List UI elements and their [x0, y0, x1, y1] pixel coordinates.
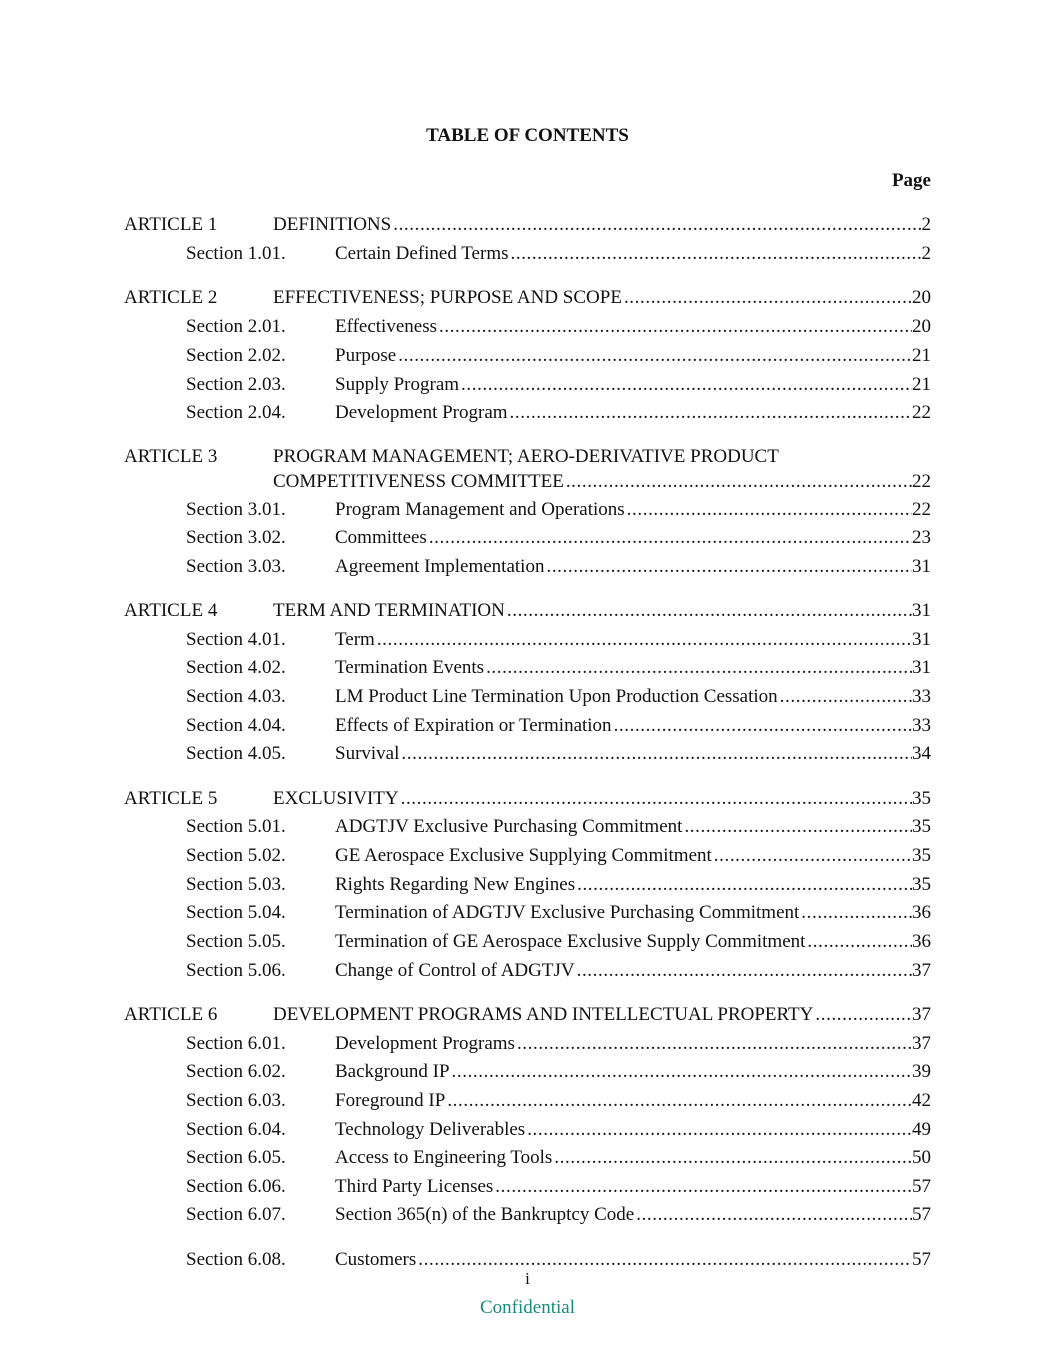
page-number: 2 [921, 243, 931, 264]
leader-dots [544, 554, 912, 580]
section-title: Certain Defined Terms [335, 243, 509, 264]
toc-article-6[interactable] [0, 1002, 1055, 1028]
page-number: 2 [921, 214, 931, 235]
leader-dots [552, 1145, 912, 1171]
leader-dots [634, 1202, 912, 1228]
section-number: Section 6.06. [186, 1176, 286, 1197]
section-title: Term [335, 629, 375, 650]
toc-section-5-02[interactable] [0, 843, 1055, 869]
toc-section-6-03[interactable] [0, 1088, 1055, 1114]
section-number: Section 5.04. [186, 902, 286, 923]
article-title: EFFECTIVENESS; PURPOSE AND SCOPE [273, 287, 622, 308]
leader-dots [508, 400, 912, 426]
leader-dots [399, 741, 912, 767]
page-number: 22 [912, 402, 931, 423]
toc-section-2-03[interactable] [0, 372, 1055, 398]
section-title: Termination of GE Aerospace Exclusive Supply Commitment [335, 931, 806, 952]
toc-section-5-01[interactable] [0, 814, 1055, 840]
page-title: TABLE OF CONTENTS [426, 125, 629, 146]
toc-section-1-01[interactable] [0, 241, 1055, 267]
section-title: Customers [335, 1249, 417, 1270]
leader-dots [437, 314, 912, 340]
section-number: Section 6.01. [186, 1033, 286, 1054]
toc-section-6-05[interactable] [0, 1145, 1055, 1171]
page-number: 31 [912, 657, 931, 678]
section-title: Purpose [335, 345, 397, 366]
section-title: Access to Engineering Tools [335, 1147, 553, 1168]
page-number: 37 [912, 1033, 931, 1054]
toc-article-4[interactable] [0, 598, 1055, 624]
section-number: Section 4.05. [186, 743, 286, 764]
section-title: Committees [335, 527, 427, 548]
toc-section-6-07[interactable] [0, 1202, 1055, 1228]
section-number: Section 1.01. [186, 243, 286, 264]
page-number: 37 [912, 1004, 931, 1025]
article-title: EXCLUSIVITY [273, 788, 399, 809]
section-number: Section 6.07. [186, 1204, 286, 1225]
toc-section-2-02[interactable] [0, 343, 1055, 369]
leader-dots [612, 713, 912, 739]
leader-dots [459, 372, 912, 398]
section-number: Section 6.04. [186, 1119, 286, 1140]
leader-dots [396, 343, 912, 369]
page-number: 42 [912, 1090, 931, 1111]
article-number: ARTICLE 5 [124, 788, 218, 809]
page-number: 49 [912, 1119, 931, 1140]
section-title: Rights Regarding New Engines [335, 874, 576, 895]
section-title: Survival [335, 743, 400, 764]
page-number: 31 [912, 600, 931, 621]
leader-dots [375, 627, 912, 653]
toc-article-5[interactable] [0, 786, 1055, 812]
toc-section-6-04[interactable] [0, 1117, 1055, 1143]
page-number: 37 [912, 960, 931, 981]
leader-dots [575, 958, 912, 984]
section-title: LM Product Line Termination Upon Production Cessation [335, 686, 778, 707]
leader-dots [813, 1002, 912, 1028]
toc-section-4-03[interactable] [0, 684, 1055, 710]
toc-section-4-02[interactable] [0, 655, 1055, 681]
page-number: 57 [912, 1249, 931, 1270]
toc-section-3-02[interactable] [0, 525, 1055, 551]
section-number: Section 4.03. [186, 686, 286, 707]
toc-section-3-03[interactable] [0, 554, 1055, 580]
article-number: ARTICLE 2 [124, 287, 218, 308]
section-title: Development Programs [335, 1033, 515, 1054]
section-title: Background IP [335, 1061, 450, 1082]
page-number: 35 [912, 845, 931, 866]
section-title: Program Management and Operations [335, 499, 625, 520]
leader-dots [682, 814, 912, 840]
toc-article-3[interactable] [0, 444, 1055, 470]
leader-dots [399, 786, 912, 812]
page-number: 21 [912, 374, 931, 395]
article-title-line-2: COMPETITIVENESS COMMITTEE [273, 471, 564, 492]
leader-dots [622, 285, 912, 311]
section-number: Section 2.03. [186, 374, 286, 395]
article-number: ARTICLE 3 [124, 446, 218, 467]
section-title: Foreground IP [335, 1090, 446, 1111]
section-number: Section 4.04. [186, 715, 286, 736]
page-number: 22 [912, 499, 931, 520]
toc-section-5-05[interactable] [0, 929, 1055, 955]
leader-dots [799, 900, 912, 926]
section-number: Section 4.01. [186, 629, 286, 650]
toc-section-4-01[interactable] [0, 627, 1055, 653]
section-title: Agreement Implementation [335, 556, 545, 577]
section-number: Section 2.02. [186, 345, 286, 366]
toc-section-6-02[interactable] [0, 1059, 1055, 1085]
page-number: 35 [912, 788, 931, 809]
section-title: Section 365(n) of the Bankruptcy Code [335, 1204, 635, 1225]
leader-dots [805, 929, 912, 955]
toc-section-3-01[interactable] [0, 497, 1055, 523]
section-number: Section 4.02. [186, 657, 286, 678]
article-number: ARTICLE 4 [124, 600, 218, 621]
toc-section-5-04[interactable] [0, 900, 1055, 926]
page-number: 35 [912, 816, 931, 837]
toc-section-4-04[interactable] [0, 713, 1055, 739]
leader-dots [525, 1117, 912, 1143]
section-title: GE Aerospace Exclusive Supplying Commitment [335, 845, 712, 866]
section-number: Section 3.02. [186, 527, 286, 548]
section-number: Section 3.03. [186, 556, 286, 577]
section-number: Section 6.02. [186, 1061, 286, 1082]
section-number: Section 5.02. [186, 845, 286, 866]
leader-dots [484, 655, 912, 681]
article-title: DEFINITIONS [273, 214, 392, 235]
toc-article-1[interactable] [0, 212, 1055, 238]
page-number: 21 [912, 345, 931, 366]
section-number: Section 2.01. [186, 316, 286, 337]
page-number: 57 [912, 1204, 931, 1225]
leader-dots [391, 212, 921, 238]
article-title: DEVELOPMENT PROGRAMS AND INTELLECTUAL PROPERTY [273, 1004, 814, 1025]
leader-dots [778, 684, 912, 710]
section-number: Section 5.06. [186, 960, 286, 981]
section-number: Section 5.05. [186, 931, 286, 952]
section-number: Section 5.03. [186, 874, 286, 895]
leader-dots [625, 497, 912, 523]
leader-dots [427, 525, 912, 551]
section-number: Section 6.08. [186, 1249, 286, 1270]
page-number: 34 [912, 743, 931, 764]
section-number: Section 3.01. [186, 499, 286, 520]
toc-section-4-05[interactable] [0, 741, 1055, 767]
section-title: Termination Events [335, 657, 485, 678]
leader-dots [450, 1059, 912, 1085]
page-number: 36 [912, 931, 931, 952]
leader-dots [712, 843, 912, 869]
section-title: ADGTJV Exclusive Purchasing Commitment [335, 816, 683, 837]
toc-article-2[interactable] [0, 285, 1055, 311]
toc-section-6-01[interactable] [0, 1031, 1055, 1057]
page-number: 20 [912, 316, 931, 337]
leader-dots [493, 1174, 912, 1200]
toc-section-5-06[interactable] [0, 958, 1055, 984]
section-title: Termination of ADGTJV Exclusive Purchasing Commitment [335, 902, 800, 923]
leader-dots [575, 872, 912, 898]
page-column-header: Page [891, 170, 931, 191]
page-number: 20 [912, 287, 931, 308]
article-title-line-1: PROGRAM MANAGEMENT; AERO-DERIVATIVE PRODUCT [273, 446, 779, 467]
leader-dots [505, 598, 912, 624]
section-title: Third Party Licenses [335, 1176, 494, 1197]
section-number: Section 6.03. [186, 1090, 286, 1111]
section-title: Effects of Expiration or Termination [335, 715, 612, 736]
leader-dots [509, 241, 922, 267]
page-number: 57 [912, 1176, 931, 1197]
section-title: Development Program [335, 402, 508, 423]
footer-page-number: i [525, 1269, 530, 1288]
toc-section-6-06[interactable] [0, 1174, 1055, 1200]
page-number: 23 [912, 527, 931, 548]
leader-dots [515, 1031, 912, 1057]
section-title: Supply Program [335, 374, 460, 395]
page-number: 36 [912, 902, 931, 923]
section-title: Technology Deliverables [335, 1119, 526, 1140]
article-number: ARTICLE 1 [124, 214, 218, 235]
section-title: Change of Control of ADGTJV [335, 960, 575, 981]
page-number: 50 [912, 1147, 931, 1168]
page-number: 31 [912, 629, 931, 650]
article-number: ARTICLE 6 [124, 1004, 218, 1025]
section-number: Section 5.01. [186, 816, 286, 837]
leader-dots [445, 1088, 912, 1114]
toc-section-5-03[interactable] [0, 872, 1055, 898]
page-number: 39 [912, 1061, 931, 1082]
toc-article-3-continued[interactable] [0, 469, 1055, 495]
confidential-label: Confidential [480, 1297, 575, 1318]
section-title: Effectiveness [335, 316, 437, 337]
page-number: 31 [912, 556, 931, 577]
page-number: 35 [912, 874, 931, 895]
section-number: Section 6.05. [186, 1147, 286, 1168]
toc-section-2-04[interactable] [0, 400, 1055, 426]
page-number: 33 [912, 686, 931, 707]
page-number: 33 [912, 715, 931, 736]
article-title: TERM AND TERMINATION [273, 600, 505, 621]
toc-section-2-01[interactable] [0, 314, 1055, 340]
page-number: 22 [912, 471, 931, 492]
leader-dots [564, 469, 912, 495]
section-number: Section 2.04. [186, 402, 286, 423]
